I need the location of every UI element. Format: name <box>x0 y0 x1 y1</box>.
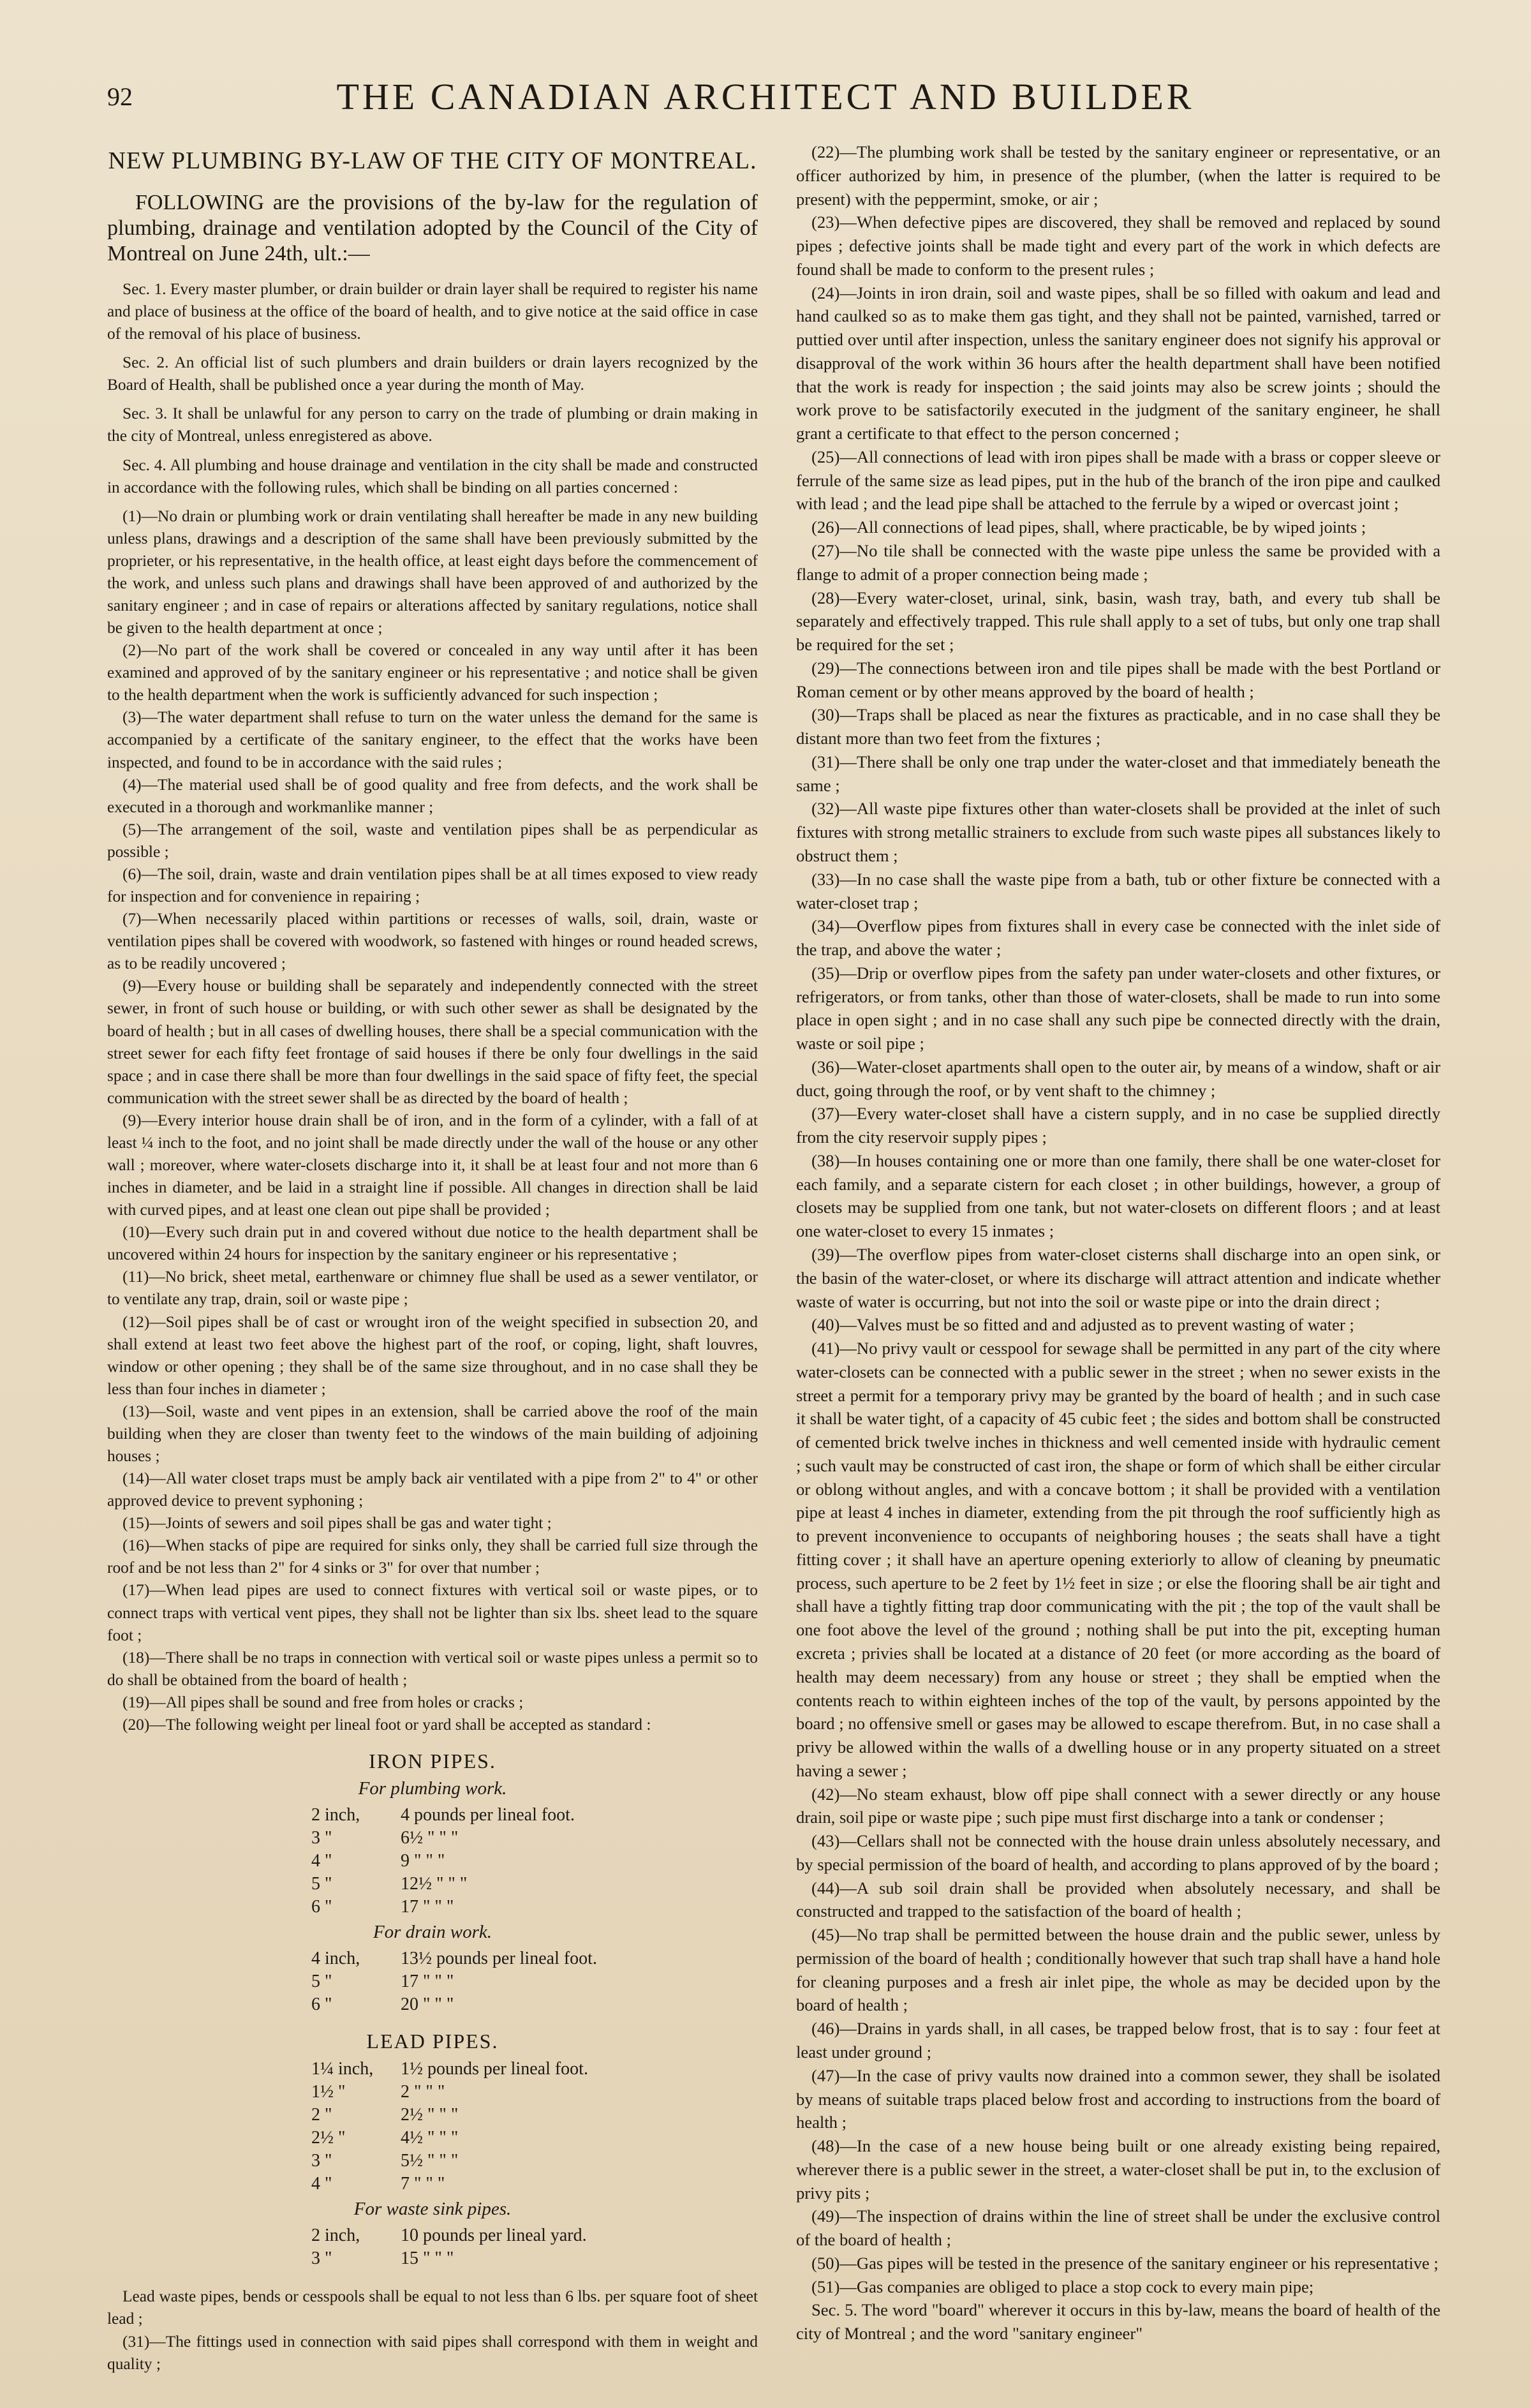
rule-paragraph: (6)—The soil, drain, waste and drain ventilation pipes shall be at all times exposed to view ready for inspection and for convenience in repairing ; <box>107 865 758 906</box>
plumbing-work-subtitle: For plumbing work. <box>358 1778 507 1799</box>
drain-rows <box>107 1947 758 2016</box>
rule-paragraph: (20)—The following weight per lineal foot or yard shall be accepted as standard : <box>122 1715 651 1734</box>
pipe-weight-cell: 4 pounds per lineal foot. <box>401 1805 575 1825</box>
lead-paragraph: FOLLOWING are the provisions of the by-law for the regulation of plumbing, drainage and ventilation adopted by the Council of the City of Montreal on June 24th, ult.:— <box>107 191 758 265</box>
rule-paragraph: (1)—No drain or plumbing work or drain ventilating shall hereafter be made in any new building unless plans, drawings and a description of the same shall have been previously submitted by the proprieter, or his representative, in the health office, at least eight days before the commencement of the work, and unless such plans and drawings shall have been approved of and authorized by the sanitary engineer ; and in case of repairs or alterations affected by sanitary regulations, notice shall be given to the health department at once ; <box>107 507 758 637</box>
pipe-weight-cell: 7 " " " <box>401 2174 445 2194</box>
rule-paragraph: (7)—When necessarily placed within partitions or recesses of walls, soil, drain, waste or ventilation pipes shall be covered with woodwork, so fastened with hinges or round headed screws, as to be readily uncovered ; <box>107 910 758 973</box>
after-tables <box>107 2285 758 2375</box>
lead-waste-paragraph: Lead waste pipes, bends or cesspools shall be equal to not less than 6 lbs. per square foot of sheet lead ; <box>107 2287 758 2328</box>
rule-paragraph: (35)—Drip or overflow pipes from the safety pan under water-closets and other fixtures, or refrigerators, or from tanks, other than those of water-closets, shall be made to run into some place in open sight ; and in no case shall any such pipe be connected directly with the drain, waste or soil pipe ; <box>796 963 1440 1053</box>
pipe-size-cell: 3 " <box>311 2248 332 2269</box>
pipe-weight-tables <box>107 1750 758 2270</box>
pipe-weight-cell: 4½ " " " <box>401 2128 459 2148</box>
pipe-size-cell: 5 " <box>311 1972 332 1992</box>
table-row <box>311 2173 758 2196</box>
table-row <box>311 1873 758 1896</box>
pipe-size-cell: 4 inch, <box>311 1949 360 1969</box>
drain-work-subtitle: For drain work. <box>373 1922 492 1943</box>
rule-paragraph: (43)—Cellars shall not be connected with the house drain unless absolutely necessary, and by special permission of the board of health, and according to plans approved of by the board ; <box>796 1831 1440 1874</box>
rule-paragraph: (47)—In the case of privy vaults now drained into a common sewer, they shall be isolated by means of suitable traps placed below frost and according to instructions from the board of health ; <box>796 2065 1440 2132</box>
rule-paragraph: (46)—Drains in yards shall, in all cases, be trapped below frost, that is to say : four feet at least under ground ; <box>796 2019 1440 2062</box>
rule-paragraph: (18)—There shall be no traps in connection with vertical soil or waste pipes unless a permit so to do shall be obtained from the board of health ; <box>107 1648 758 1689</box>
rule-paragraph: (26)—All connections of lead pipes, shall, where practicable, be by wiped joints ; <box>811 517 1366 537</box>
pipe-weight-cell: 9 " " " <box>401 1851 445 1871</box>
section-1: Sec. 1. Every master plumber, or drain builder or drain layer shall be required to register his name and place of business at the office of the board of health, and to give notice at the said office in case of the removal of his place of business. <box>107 280 758 343</box>
table-row <box>311 1993 758 2016</box>
pipe-weight-cell: 17 " " " <box>401 1972 454 1992</box>
rule-paragraph: (16)—When stacks of pipe are required for sinks only, they shall be carried full size through the roof and be not less than 2" for 4 sinks or 3" for over that number ; <box>107 1536 758 1577</box>
rule-paragraph: (11)—No brick, sheet metal, earthenware or chimney flue shall be used as a sewer ventilator, or to ventilate any trap, drain, soil or waste pipe ; <box>107 1268 758 1309</box>
left-column <box>107 140 758 2375</box>
pipe-weight-cell: 20 " " " <box>401 1995 454 2015</box>
pipe-size-cell: 2 inch, <box>311 1805 360 1825</box>
rule-paragraph: (32)—All waste pipe fixtures other than water-closets shall be provided at the inlet of such fixtures with strong metallic strainers to exclude from such waste pipes all substances likely to obstruct them ; <box>796 799 1440 865</box>
pipe-weight-cell: 5½ " " " <box>401 2151 459 2171</box>
rule-paragraph: (40)—Valves must be so fitted and and adjusted as to prevent wasting of water ; <box>811 1315 1354 1335</box>
rule-paragraph: (34)—Overflow pipes from fixtures shall in every case be connected with the inlet side of the trap, and above the water ; <box>796 916 1440 960</box>
rules-right-list <box>796 140 1440 2345</box>
rule-paragraph: (19)—All pipes shall be sound and free from holes or cracks ; <box>122 1693 524 1711</box>
rule-paragraph: (2)—No part of the work shall be covered or concealed in any way until after it has been examined and approved of by the sanitary engineer or his representative ; and notice shall be given to the health department when the work is sufficiently advanced for such inspection ; <box>107 641 758 704</box>
pipe-weight-cell: 6½ " " " <box>401 1828 459 1848</box>
pipe-weight-cell: 13½ pounds per lineal foot. <box>401 1949 597 1969</box>
pipe-weight-cell: 10 pounds per lineal yard. <box>401 2226 587 2246</box>
journal-title: THE CANADIAN ARCHITECT AND BUILDER <box>336 76 1195 117</box>
table-row <box>311 1804 758 1827</box>
rule-paragraph: (33)—In no case shall the waste pipe from a bath, tub or other fixture be connected with a water-closet trap ; <box>796 869 1440 912</box>
page-number: 92 <box>107 82 133 111</box>
section-2: Sec. 2. An official list of such plumbers and drain builders or drain layers recognized by the Board of Health, shall be published once a year during the month of May. <box>107 353 758 394</box>
page-header <box>0 75 1531 126</box>
sink-rows <box>107 2224 758 2270</box>
rule-paragraph: (25)—All connections of lead with iron pipes shall be made with a brass or copper sleeve or ferrule of the same size as lead pipes, put in the hub of the branch of the iron pipe and caulked with lead ; and the lead pipe shall be attached to the ferrule by a wiped or overcast joint ; <box>796 447 1440 514</box>
rule-paragraph: (23)—When defective pipes are discovered, they shall be removed and replaced by sound pipes ; defective joints shall be made tight and every part of the work in which defects are found shall be made to conform to the present rules ; <box>796 212 1440 279</box>
iron-pipes-title: IRON PIPES. <box>369 1750 496 1773</box>
pipe-size-cell: 1¼ inch, <box>311 2059 374 2079</box>
table-row <box>311 1850 758 1873</box>
table-row <box>311 2127 758 2150</box>
rule-paragraph: (38)—In houses containing one or more than one family, there shall be one water-closet for each family, and a separate cistern for each closet ; in other buildings, however, a group of closets may be supplied from one tank, but not water-closets on different floors ; and at least one water-closet to every 15 inmates ; <box>796 1150 1440 1241</box>
rule-paragraph: Sec. 5. The word "board" wherever it occurs in this by-law, means the board of health of the city of Montreal ; and the word "sanitary engineer" <box>796 2300 1440 2344</box>
table-row <box>311 2081 758 2104</box>
rule-paragraph: (22)—The plumbing work shall be tested by the sanitary engineer or representative, or an officer authorized by him, in presence of the plumber, (when the latter is required to be present) with the peppermint, smoke, or air ; <box>796 142 1440 209</box>
rule-paragraph: (4)—The material used shall be of good quality and free from defects, and the work shall be executed in a thorough and workmanlike manner ; <box>107 775 758 816</box>
pipe-size-cell: 6 " <box>311 1995 332 2015</box>
pipe-weight-cell: 2 " " " <box>401 2082 445 2102</box>
rule-paragraph: (17)—When lead pipes are used to connect fixtures with vertical soil or waste pipes, or to connect traps with vertical vent pipes, they shall not be lighter than six lbs. sheet lead to the square foot ; <box>107 1581 758 1644</box>
rule-paragraph: (3)—The water department shall refuse to turn on the water unless the demand for the same is accompanied by a certificate of the sanitary engineer, to the effect that the works have been inspected, and found to be in accordance with the said rules ; <box>107 708 758 771</box>
table-row <box>311 2247 758 2270</box>
pipe-size-cell: 5 " <box>311 1874 332 1894</box>
section-3: Sec. 3. It shall be unlawful for any person to carry on the trade of plumbing or drain making in the city of Montreal, unless enregistered as above. <box>107 405 758 445</box>
table-row <box>311 2224 758 2247</box>
pipe-weight-cell: 15 " " " <box>401 2248 454 2269</box>
rule-paragraph: (51)—Gas companies are obliged to place a stop cock to every main pipe; <box>811 2277 1314 2296</box>
rule-paragraph: (49)—The inspection of drains within the line of street shall be under the exclusive control of the board of health ; <box>796 2206 1440 2250</box>
rules-left-list <box>107 505 758 1736</box>
lead-pipes-title: LEAD PIPES. <box>366 2030 499 2053</box>
rule-paragraph: (37)—Every water-closet shall have a cistern supply, and in no case be supplied directly from the city reservoir supply pipes ; <box>796 1104 1440 1147</box>
table-row <box>311 2058 758 2081</box>
pipe-size-cell: 6 " <box>311 1897 332 1917</box>
rule-paragraph: (14)—All water closet traps must be amply back air ventilated with a pipe from 2" to 4" or other approved device to prevent syphoning ; <box>107 1469 758 1510</box>
rule-paragraph: (30)—Traps shall be placed as near the fixtures as practicable, and in no case shall they be distant more than two feet from the fixtures ; <box>796 705 1440 748</box>
rule-paragraph: (27)—No tile shall be connected with the waste pipe unless the same be provided with a flange to admit of a proper connection being made ; <box>796 541 1440 584</box>
rule-paragraph: (39)—The overflow pipes from water-closet cisterns shall discharge into an open sink, or the basin of the water-closet, or where its discharge will attract attention and indicate whether waste of water is occurring, but not into the soil or waste pipe or into the drain direct ; <box>796 1244 1440 1311</box>
table-row <box>311 1947 758 1970</box>
rule-paragraph: (24)—Joints in iron drain, soil and waste pipes, shall be so filled with oakum and lead and hand caulked so as to make them gas tight, and they shall not be painted, varnished, tarred or puttied over until after inspection, unless the sanitary engineer does not signify his approval or disapproval of the work within 36 hours after the health department shall have been notified that the work is ready for inspection ; the said joints may also be screw joints ; should the work prove to be satisfactorily executed in the judgment of the sanitary engineer, he shall grant a certificate to that effect to the person concerned ; <box>796 283 1440 443</box>
pipe-size-cell: 2 inch, <box>311 2226 360 2246</box>
rule-paragraph: (45)—No trap shall be permitted between the house drain and the public sewer, unless by permission of the board of health ; conditionally however that such trap shall have a hand hole for cleaning purposes and a fresh air inlet pipe, the whole as may be decided upon by the board of health ; <box>796 1925 1440 2015</box>
rule-paragraph: (15)—Joints of sewers and soil pipes shall be gas and water tight ; <box>122 1514 552 1533</box>
rule-paragraph: (12)—Soil pipes shall be of cast or wrought iron of the weight specified in subsection 20, and shall extend at least two feet above the highest part of the roof, or coping, light, shaft louvres, window or other opening ; they shall be of the same size throughout, and in no case shall they be less than four inches in diameter ; <box>107 1312 758 1398</box>
rule-paragraph: (31)—There shall be only one trap under the water-closet and that immediately beneath the same ; <box>796 752 1440 795</box>
rule-paragraph: (42)—No steam exhaust, blow off pipe shall connect with a sewer directly or any house drain, soil pipe or waste pipe ; such pipe must first discharge into a tank or condenser ; <box>796 1784 1440 1827</box>
lead-rows <box>107 2058 758 2196</box>
article-title: NEW PLUMBING BY-LAW OF THE CITY OF MONTREAL. <box>108 147 757 174</box>
rule-paragraph: (9)—Every interior house drain shall be of iron, and in the form of a cylinder, with a fall of at least ¼ inch to the foot, and no joint shall be made directly under the wall of the house or any other wall ; moreover, where water-closets discharge into it, it shall be at least four and not more than 6 inches in diameter, and be laid in a straight line if possible. All changes in direction shall be laid with curved pipes, and at least one clean out pipe shall be provided ; <box>107 1111 758 1219</box>
rule-paragraph: (29)—The connections between iron and tile pipes shall be made with the best Portland or Roman cement or by other means approved by the board of health ; <box>796 658 1440 701</box>
rule-paragraph: (13)—Soil, waste and vent pipes in an extension, shall be carried above the roof of the main building when they are closer than twenty feet to the windows of the main building of adjoining houses ; <box>107 1402 758 1465</box>
pipe-size-cell: 4 " <box>311 2174 332 2194</box>
pipe-size-cell: 2 " <box>311 2105 332 2125</box>
rule-paragraph: (9)—Every house or building shall be separately and independently connected with the street sewer, in front of such house or building, or with such other sewer as shall be designated by the board of health ; but in all cases of dwelling houses, there shall be a special communication with the street sewer for each fifty feet frontage of said houses if there be only four dwellings in the said space ; and in case there shall be more than four dwellings in the said space of fifty feet, the special communication with the street sewer shall be as directed by the board of health ; <box>107 977 758 1107</box>
table-row <box>311 1827 758 1850</box>
rule-paragraph: (50)—Gas pipes will be tested in the presence of the sanitary engineer or his representative ; <box>811 2253 1439 2273</box>
waste-sink-subtitle: For waste sink pipes. <box>353 2199 512 2220</box>
pipe-weight-cell: 17 " " " <box>401 1897 454 1917</box>
pipe-weight-cell: 1½ pounds per lineal foot. <box>401 2059 588 2079</box>
table-row <box>311 1970 758 1993</box>
plumbing-rows <box>107 1804 758 1919</box>
rule-paragraph: (10)—Every such drain put in and covered without due notice to the health department shall be uncovered within 24 hours for inspection by the sanitary engineer or his representative ; <box>107 1223 758 1264</box>
pipe-size-cell: 3 " <box>311 1828 332 1848</box>
rule-paragraph: (48)—In the case of a new house being built or one already existing being repaired, wherever there is a public sewer in the street, a water-closet shall be put in, to the exclusion of privy pits ; <box>796 2136 1440 2203</box>
right-column <box>796 140 1440 2345</box>
rule-paragraph: (28)—Every water-closet, urinal, sink, basin, wash tray, bath, and every tub shall be separately and effectively trapped. This rule shall apply to a set of tubs, but only one trap shall be required for the set ; <box>796 588 1440 655</box>
rule-paragraph: (36)—Water-closet apartments shall open to the outer air, by means of a window, shaft or air duct, going through the roof, or by vent shaft to the chimney ; <box>796 1057 1440 1100</box>
section-4: Sec. 4. All plumbing and house drainage and ventilation in the city shall be made and constructed in accordance with the following rules, which shall be binding on all parties concerned : <box>107 456 758 496</box>
rule-paragraph: (5)—The arrangement of the soil, waste and ventilation pipes shall be as perpendicular as possible ; <box>107 820 758 861</box>
pipe-weight-cell: 2½ " " " <box>401 2105 459 2125</box>
pipe-weight-cell: 12½ " " " <box>401 1874 468 1894</box>
pipe-size-cell: 3 " <box>311 2151 332 2171</box>
table-row <box>311 1896 758 1919</box>
fittings-paragraph: (31)—The fittings used in connection with said pipes shall correspond with them in weight and quality ; <box>107 2332 758 2373</box>
rule-paragraph: (44)—A sub soil drain shall be provided when absolutely necessary, and shall be constructed and trapped to the satisfaction of the board of health ; <box>796 1878 1440 1921</box>
table-row <box>311 2150 758 2173</box>
table-row <box>311 2104 758 2127</box>
rule-paragraph: (41)—No privy vault or cesspool for sewage shall be permitted in any part of the city where water-closets can be connected with a public sewer in the street ; when no sewer exists in the street a permit for a temporary privy may be granted by the board of health ; and in such case it shall be water tight, of a capacity of 45 cubic feet ; the sides and bottom shall be constructed of cemented brick twelve inches in thickness and well cemented inside with hydraulic cement ; such vault may be constructed of cast iron, the shape or form of which shall be either circular or oblong without angles, and with a concave bottom ; it shall be provided with a ventilation pipe at least 4 inches in diameter, extending from the pit through the roof sufficiently high as to prevent inconvenience to occupants of neighboring houses ; the seats shall have a tight fitting cover ; it shall have an aperture opening exteriorly to allow of cleaning by pneumatic process, such aperture to be 2 feet by 1½ feet in size ; or else the flooring shall be air tight and shall have a tightly fitting trap door communicating with the pit ; the top of the vault shall be one foot above the level of the ground ; nothing shall be put into the pit, excepting human excreta ; privies shall be located at a distance of 20 feet (or more according as the board of health may deem necessary) from any house or street ; they shall be emptied when the contents reach to within eighteen inches of the top of the vault, by persons appointed by the board ; no offensive smell or gases may be allowed to escape therefrom. But, in no case shall a privy be allowed within the walls of a dwelling house or in any property situated on a street having a sewer ; <box>796 1339 1440 1780</box>
pipe-size-cell: 4 " <box>311 1851 332 1871</box>
pipe-size-cell: 1½ " <box>311 2082 346 2102</box>
pipe-size-cell: 2½ " <box>311 2128 346 2148</box>
